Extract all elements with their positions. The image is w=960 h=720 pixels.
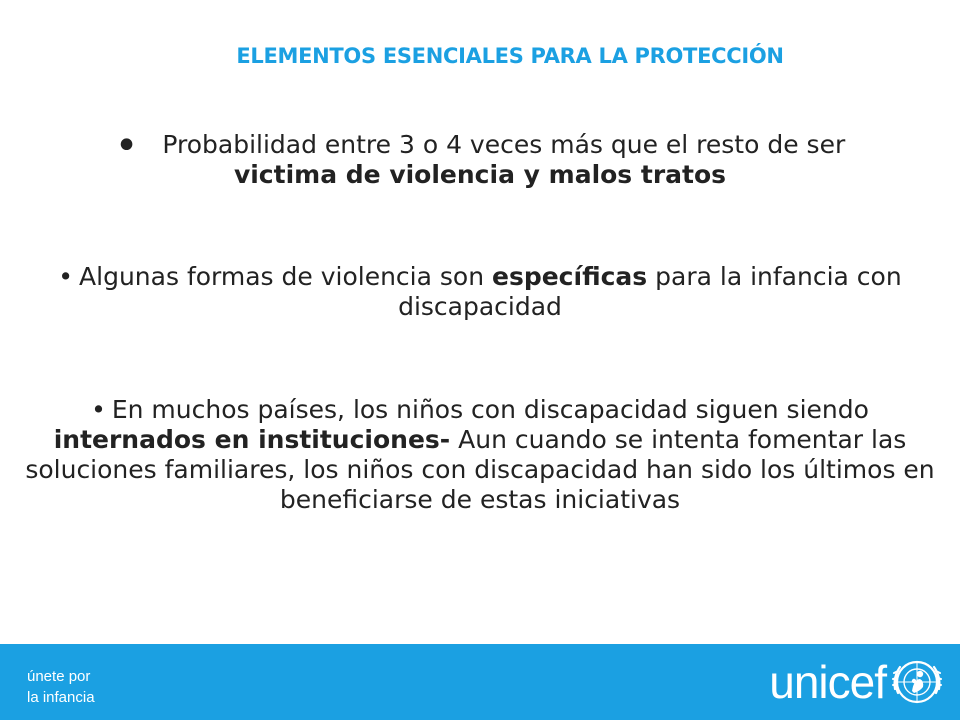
bullet-text: Algunas formas de violencia son bbox=[79, 262, 492, 291]
bullet-marker: • bbox=[91, 395, 106, 424]
bullet-item-3 bbox=[20, 395, 940, 515]
slide-title: ELEMENTOS ESENCIALES PARA LA PROTECCIÓN bbox=[236, 44, 784, 68]
bullet-bold-text: victima de violencia y malos tratos bbox=[233, 160, 727, 189]
bullet-bold-text: internados en instituciones- bbox=[53, 425, 451, 454]
bullet-marker: • bbox=[58, 262, 74, 291]
bullet-text: En muchos países, los niños con discapacidad siguen siendo bbox=[111, 395, 869, 424]
footer-bar bbox=[0, 644, 960, 720]
bullet-item-1: • Probabilidad entre 3 o 4 veces más que el resto de ser victima de violencia y malos tratos bbox=[114, 123, 846, 189]
tagline-line-1: únete por bbox=[27, 668, 91, 685]
unicef-emblem-icon bbox=[890, 655, 944, 709]
bullet-text: Probabilidad entre 3 o 4 veces más que el resto de ser bbox=[162, 130, 846, 159]
bullet-text-after: Aun cuando se intenta fomentar las soluciones familiares, los niños con discapacidad han sido los últimos en beneficiarse de estas iniciativas bbox=[25, 425, 935, 514]
bullet-item-2 bbox=[20, 262, 940, 322]
tagline-line-2: la infancia bbox=[27, 689, 95, 706]
bullet-bold-text: específicas bbox=[492, 262, 648, 291]
logo-wordmark: unicef bbox=[769, 656, 886, 708]
tagline bbox=[27, 666, 95, 708]
bullet-text-after: para la infancia con discapacidad bbox=[398, 262, 902, 321]
unicef-logo bbox=[769, 652, 944, 712]
